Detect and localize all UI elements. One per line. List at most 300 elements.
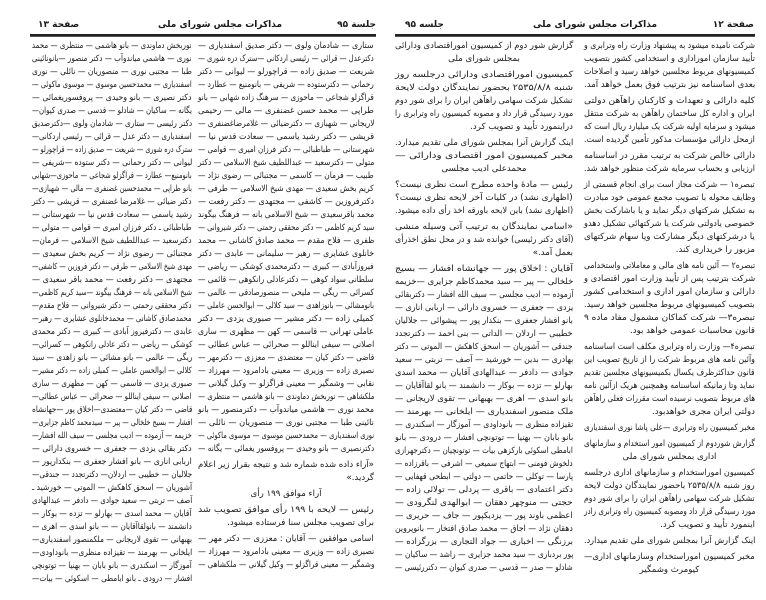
text-line-content: مجتبائی — رضوی نژاد — کریم بخش سعیدی — (31, 249, 192, 259)
text-line-content: ازمحل دارائی مؤسسات مذکور تأمین گردیده است. (584, 135, 755, 145)
text-line (584, 108, 755, 121)
text-line (32, 495, 192, 508)
text-line (32, 352, 192, 365)
text-line-content: بانو طراپی — محمدحسین غضنفری — مالی — شهبازی— (32, 184, 192, 194)
text-line-content: برای تصویب مجلس سنا فرستاده میشود. (227, 518, 374, 528)
text-line (198, 391, 374, 404)
text-line (32, 183, 192, 196)
text-line (198, 287, 374, 300)
text-line-content: جلالیان — خطیبی — اردلان— دکترتجدد — جندقی— (31, 470, 192, 480)
text-line (32, 170, 192, 183)
text-line (584, 66, 755, 79)
text-line (198, 66, 374, 79)
text-line (32, 261, 192, 274)
text-line-content: آقایان : اخلاق پور — جهانشاه افشار — بسیج (394, 264, 573, 274)
column-right (584, 40, 755, 577)
text-line-content: بانو بابان — بهنیا — توتونچی افشار — درودی — بانو (394, 433, 573, 443)
text-line (584, 519, 755, 532)
text-line-content: رئیس — لایحه با ۱۹۹ رأی موافق تصویب شد (198, 505, 374, 515)
text-line (584, 341, 755, 354)
text-line-content: لیوانی — دکتر رحمانی — دکتر ستوده —شریفی — (31, 158, 192, 168)
text-line-content: دارائی و سازمان امور اداری و استخدامی کشور (583, 287, 755, 297)
text-line (198, 92, 374, 105)
text-line (584, 134, 755, 147)
text-line-content: اینک گزارش آنرا بمجلس شورای ملی تقدیم میدارد. (583, 536, 755, 546)
text-line-content: نماید وتا زمانیکه اساسنامه وهمچنین هریک ازآئین نامه (584, 381, 755, 391)
text-line-content: تبصره۲ — آئین نامه های مالی و معاملاتی واستخدامی (583, 261, 755, 271)
text-line (32, 547, 192, 560)
text-line (198, 235, 374, 248)
text-line (198, 559, 374, 572)
text-line (32, 222, 192, 235)
text-line-content: آزموده — ادیب مجلسی — سیف الله افشار — دکتربقائی (394, 290, 573, 300)
text-line-content: طبا — مجتبی نوری — منصوریان — نائلی — نوری (32, 67, 192, 77)
text-line-content: خانلوی عشایری — رهبر — سلیمانی — عابدی — دکتر (198, 249, 374, 259)
text-line-content: قاضی — دکتر کیان —معتضدی—اخلاق پور —جهانشاه (31, 405, 192, 415)
text-line (584, 286, 755, 299)
text-line-content: گزارش شوردوم از کمیسیون امور استخدام و سازمانهای (584, 439, 755, 449)
text-line (584, 380, 755, 393)
text-line-content: خطیبی — اردلان — الداتی — بنی احمد — دکترتجدد (395, 329, 573, 339)
text-line (395, 536, 573, 549)
text-line (32, 287, 192, 300)
text-line-content: کمیسیون اموراقتصادی ودارائی درجلسه روز (394, 70, 573, 80)
text-line-content: تأیید سازمان اموراداری و استخدامی کشور بتصویب (583, 54, 755, 64)
text-line-content: گردید.» (346, 473, 374, 483)
text-line-content: آقایان — محمد اسدی — بهارلو — تزده — بوکار — (32, 509, 192, 519)
text-line (584, 422, 755, 435)
text-line (198, 443, 374, 456)
text-line (198, 79, 374, 92)
text-line (198, 352, 374, 365)
text-line (198, 365, 374, 378)
text-line (198, 157, 374, 170)
text-line-content: افشار — درودی ـ بانو ابامطی — اسکوئی — بیات— (31, 574, 192, 584)
text-line-content: دانشمند — بانولقاآقایان — — بانو اسدی — اهری — (32, 522, 192, 532)
text-line (198, 248, 374, 261)
text-line (32, 482, 192, 495)
text-line-content: عاملی تهرانی — قاسمی — کهن — مظهری — ساری (198, 327, 374, 337)
text-line-content: ریگی — عالمی — بانو مشائی — بانو زاهدی — سید (31, 353, 192, 363)
text-line (32, 365, 192, 378)
text-line-content: محمد باقرسعیدی — شیخ الاسلامی بانه — فرهنگ بیگوند (197, 210, 374, 220)
text-line (584, 40, 755, 53)
text-line (198, 488, 374, 501)
text-line (32, 443, 192, 456)
text-line (198, 504, 374, 517)
text-line (395, 510, 573, 523)
text-line (584, 218, 755, 231)
column-left (32, 40, 192, 586)
text-line (32, 144, 192, 157)
text-line-content: دکترعدل — قرائی — رئیسی اردکانی —سترک دره شوری — (198, 54, 374, 64)
text-line-content: خلخالی — پیر — سید محمدکاظم جزایری —خزیمه (394, 277, 573, 287)
text-line-content: نائینی طبا — مجتبی نوری — منصوریان — نائلی — (198, 418, 374, 428)
text-line-content: اینک گزارش آنرا بمجلس شورای ملی تقدیم میدارد. (394, 138, 573, 148)
text-line (584, 451, 755, 464)
text-line (395, 328, 573, 341)
text-line (395, 137, 573, 150)
text-line-content: تقیزاده منظری — بانوداودی — آموزگار — اسکندری — (394, 420, 573, 430)
page-number: صفحة ۱۲ (712, 20, 754, 30)
text-line (32, 209, 192, 222)
text-line-content: عابدی — دکترفیروز آبادی — کبیری — دکتر محمدی (31, 327, 192, 337)
text-line-content: اسامی موافقین — آقایان : معززی — دکتر مهر — (198, 534, 374, 544)
text-line-content: قراگزلو شجاعی — ماحوزی — سرهنگ زاده شهابی — بانو (198, 93, 374, 103)
text-line-content: مخبر کمیسیون اموراستخدام وسازمانهای اداری— (584, 552, 755, 562)
text-line (32, 235, 192, 248)
text-line (198, 326, 374, 339)
text-line-content: دارائی خالص شرکت به ترتیب مقرر در اساسنامه (583, 151, 755, 161)
text-line-content: بهادری — بدین — خورشید — آصف — تربتی — سعید (394, 355, 573, 365)
text-line-content: تبصره۳— شرکت کماکان مشمول مفاد ماده ۹ (584, 313, 755, 323)
text-line (32, 339, 192, 352)
text-line (198, 118, 374, 131)
text-line (584, 163, 755, 176)
text-line-content: کسرائی — ریگی — ملیحی — منصورصادقی — عالمی — (198, 288, 374, 298)
text-line (198, 533, 374, 546)
session-number: جلسة ۹۵ (337, 20, 376, 30)
text-line-content: سلطانی سواد کوهی — دکترعادلی رانکوهی — قائمی — (198, 275, 374, 285)
text-line-content: طبیب — فرمان — کاسمی — مجتبائی — رضوی نژاد — (198, 171, 374, 181)
text-line (32, 469, 192, 482)
text-line-content: حجتی — منوچهر دهقان — ابوالهدی لنگرودی — (395, 498, 573, 508)
text-line-content: محمدصادق کاشانی — محمدخانلوی عشایری — رهبر— (32, 314, 192, 324)
text-line (584, 79, 755, 92)
text-line-content: بهبهانی — تقوی لاریجانی — ملکمنصور اسفندیاری— (31, 535, 192, 545)
text-line (584, 564, 755, 577)
text-line-content: یزدی — جعفری — خسروی دارائی — اربابی اناری — (394, 303, 573, 313)
text-line (32, 131, 192, 144)
text-line (32, 456, 192, 469)
text-line (198, 40, 374, 53)
text-line (198, 417, 374, 430)
text-line (198, 183, 374, 196)
text-line (395, 497, 573, 510)
text-line (584, 53, 755, 66)
text-line-content: ایلخانی — بهرمند — تقیزاده منظری— بانوداودی— (31, 548, 192, 558)
text-line-content: بهارلو — تزده — بوکار — دانشمند — بانو لقاآقایان — (395, 381, 573, 391)
text-line-content: کلیه دارائی و تعهدات و کارکنان راهآهن دولتی (584, 96, 755, 106)
text-line (198, 222, 374, 235)
text-line-content: کریم بخش سعیدی — مهدی شیخ الاسلامی — طرفی — (198, 184, 374, 194)
text-line (32, 300, 192, 313)
text-line-content: ایران و اداره کل ساختمان راهآهن به شرکت منتقل (584, 109, 755, 119)
text-line-content: بانو افشار جعفری — بنکدار پور — پیشوائی — جلالیان (395, 316, 573, 326)
text-line-content: خزیمه — آزموده — ادیب مجلسی — سیف الله افشار— (32, 431, 192, 441)
text-line-content: کیومرث وشمگیر (639, 565, 700, 575)
text-line-content: اصلانی — سیفی ایناللو — صحرائی — عباس عطائی — (197, 340, 374, 350)
text-line (395, 205, 573, 218)
text-line-content: اداری بمجلس شورای ملی (622, 452, 717, 462)
text-line-content: اسفندیاری — محمدحسین موسوی — موسوی ماکوئی — (32, 80, 192, 90)
text-line-content: اربابی اناری — بانو افشار جعفری — بنکدارپور — (32, 457, 192, 467)
text-line (198, 313, 374, 326)
text-line (32, 157, 192, 170)
text-line (584, 205, 755, 218)
text-line-content: بتصویب کمیسیونهای مربوط مجلسین خواهد رسید. (584, 300, 755, 310)
text-line (395, 419, 573, 432)
text-line-content: نصیری زاده — وزیری — معینی بادامرود — مهرزاد — (197, 547, 374, 557)
text-line (32, 560, 192, 573)
text-line (395, 163, 573, 176)
text-line-content: بانومنیع— عطارد — قراگزلو شجاعی — ماحوزی—شهابی (32, 171, 192, 181)
text-line (395, 40, 573, 53)
text-line-content: دهقان نژاد — اجاق — محمد صادق افتخار — بانوپروین (395, 524, 573, 534)
text-line-content: سترک دره شوری — شریعت — صدیق زاده — قراچورلو — (31, 145, 192, 155)
text-line (32, 196, 192, 209)
text-line-content: طباطبائی ـ دکتر فرزان امیری — قوامی — متولی — (32, 223, 192, 233)
text-line (584, 393, 755, 406)
text-line (395, 341, 573, 354)
text-line-content: شهرستانی — طباطبائی — دکتر فرزان امیری — قوامی — (197, 145, 374, 155)
text-line (32, 430, 192, 443)
text-line (395, 247, 573, 260)
text-line-content: شریعت — صدیق زاده — قراچورلو — لیوانی — دکتر (197, 67, 374, 77)
text-line (395, 53, 573, 66)
text-line-content: لاریجانی — شهبازی — دکترضیائی — غلامرضاغضنفری — (197, 119, 374, 129)
text-line-content: تبصره۴— وزارت راه وترابری مکلف است اساسنامه (584, 342, 755, 352)
text-line (198, 170, 374, 183)
column-left (395, 40, 573, 575)
text-line (395, 82, 573, 95)
text-line (198, 261, 374, 274)
text-line (32, 521, 192, 534)
text-line (584, 231, 755, 244)
text-line-content: شادلو — صدر — قدسی — صدری کیوان — دکتررئیسی — (395, 563, 573, 573)
text-line-content: (اظهاری نشد) در کلیات آخر لایحه نظری نیست؟ (395, 193, 573, 203)
text-line-content: وشمگیر — معینی قراگزلو — وکیل گیلانی — ملکشاهی — (197, 560, 374, 570)
text-line (584, 467, 755, 480)
text-line (198, 459, 374, 472)
text-line (395, 445, 573, 458)
text-line (584, 121, 755, 134)
text-line-content: مهدی شیخ الاسلامی — طرفی — دکتر فروزین — کاشفی— (31, 262, 192, 272)
text-line (198, 430, 374, 443)
text-line-content: «اسامی نمایندگان به ترتیب آتی وسیله منشی (394, 222, 573, 232)
text-line (584, 325, 755, 338)
text-line (584, 299, 755, 312)
text-line-content: بانومشائی — بانوزاهدی — سید کلالی — ابوالحسن عاملی — (197, 301, 374, 311)
text-line (584, 150, 755, 163)
text-line (395, 432, 573, 445)
text-line-content: رئیس — مادهٔ واحده مطرح است نظری نیست؟ (395, 180, 573, 190)
text-line (198, 131, 374, 144)
text-line-content: ابامطی اسکوئی بارکزهی بیات — توتونچیان — دکترجهرازی (395, 446, 573, 456)
text-line-content: دلخوش فومنی — ابتهاج سمیعی — اشرفی — باقرزاده — (395, 459, 573, 469)
text-line (395, 315, 573, 328)
text-line-content: (اظهاری نشد) باین لایحه باورقه اخذ رأی داده میشود. (394, 206, 573, 216)
text-line (584, 493, 755, 506)
text-line (198, 517, 374, 530)
text-line (198, 144, 374, 157)
page-title: مذاکرات مجلس شورای ملی (533, 20, 658, 30)
text-line-content: آموزگار — اسکندری — بانو بابان — بهنیا — توتونچی (32, 561, 192, 571)
text-line (198, 196, 374, 209)
text-line-content: بعدی اساسنامه نیز بترتیب فوق بعمل خواهد آمد. (583, 80, 755, 90)
text-line-content: نوری — هاشمی میاندوآب — دکتر منصور —بانونائینی (32, 54, 192, 64)
text-line (32, 118, 192, 131)
text-line-content: تشکیل شرکت سهامی راهآهن ایران را برای شور دوم (395, 96, 573, 106)
text-line (584, 438, 755, 451)
text-line-content: ملک منصور اسفندیاری — ایلخانی — بهرمند — (394, 407, 573, 417)
text-line-content: رحمانی — دکترستوده — شریفی — بانومنیع — عطارد — (198, 80, 374, 90)
text-line-content: ملکشاهی — نوربخش دماوندی — بانو هاشمی — منتظری — (197, 392, 374, 402)
text-line-content: دکتر رئیسی — ستاری — شادمان ولوی —دکترصدیق (31, 119, 192, 129)
text-line (32, 92, 192, 105)
text-line-content: ظفری — فلاح مقدم — محمد صادق کاشانی — محمد (197, 236, 374, 246)
page-header (383, 20, 766, 33)
text-line (32, 378, 192, 391)
page-header (8, 20, 380, 33)
text-line (395, 234, 573, 247)
text-line-content: دکتر محققی رحمتی — دکتر شیروانی — فلاح مقدم— (32, 301, 192, 311)
text-line (395, 302, 573, 315)
text-line (32, 326, 192, 339)
text-line-content: دراینمورد تأیید و تصویب کرد. (470, 122, 573, 132)
text-line-content: دکترفروزین — کاشفی — مجتهدی — دکتر رفعت — (197, 197, 374, 207)
text-line (32, 105, 192, 118)
text-line-content: میشود و سرمایه اولیه شرکت یک میلیارد ریال است که (583, 122, 755, 132)
text-line (584, 312, 755, 325)
text-line (32, 40, 192, 53)
text-line-content: یگانه — ساکیان — شادلو — قدسی — صدری کیوان— (32, 106, 192, 116)
session-number: جلسه ۹۵ (405, 20, 444, 30)
text-line-content: وآئین نامه های مربوط شرکت را از تاریخ تصویب این (584, 355, 755, 365)
text-line-content: قانون محاسبات عمومی خواهد بود. (630, 326, 755, 336)
text-line-content: پارسا — توکلی — حاتمی — دولتی — ابطحی قهفایی — (394, 472, 573, 482)
text-line-content: اینمورد تأیید و تصویب کرد. (660, 520, 755, 530)
text-line (584, 260, 755, 273)
text-line (32, 417, 192, 430)
text-line (395, 150, 573, 163)
text-line-content: فیروزآبادی — کبیری — دکترمحمدی کوشکی — ریاضی — (198, 262, 374, 272)
header-rule (30, 34, 376, 37)
text-line (395, 484, 573, 497)
text-line-content: اسفندیاری — دکتر عدل — قرائی — رئیسی اردکانی— (32, 132, 192, 142)
text-line-content: شرکت نامیده میشود به پیشنهاد وزارت راه وترابری و (584, 41, 755, 51)
text-line-content: آشوریان — اسحق کاهکش — الموتی — خورشید ـ (31, 483, 192, 493)
text-line-content: دکترسعید — عبداللطیف شیخ الاسلامی — فرمان— (32, 236, 192, 246)
text-line (584, 95, 755, 108)
text-line (32, 313, 192, 326)
text-line-content: افشار — بسیج خلخالی — پیر — سیدمحمد کاظم جزایری— (31, 418, 192, 428)
text-line-content: بعمل آمد.» (532, 248, 573, 258)
text-line (584, 244, 755, 257)
text-line-content: وظایف محوله با تصویب مجمع عمومی خود مبادرت (583, 193, 755, 203)
page-title: مذاکرات مجلس شورای ملی (158, 20, 283, 30)
text-line-content: آراء موافق ۱۹۹ رأی (250, 489, 322, 499)
text-line (395, 562, 573, 575)
text-line-content: کمیسیون اموراستخدام و سازمانهای اداری درجلسه (584, 468, 755, 478)
text-line-content: کمیلی زاده — دکتر مشیر — صبوری یزدی — دکتر (198, 314, 374, 324)
text-line (584, 480, 755, 493)
text-line (198, 472, 374, 485)
text-line (32, 248, 192, 261)
text-line (584, 354, 755, 367)
text-line-content: مزبور را خریداری کند. (675, 245, 755, 255)
text-line-content: نصیری زاده — وزیری — معینی بادامرود — مهرزاد — (197, 366, 374, 376)
text-line (395, 406, 573, 419)
text-line (395, 221, 573, 234)
text-line-content: برزنگی — اخباری — جواد التجاری — بزرگزاده — (394, 537, 573, 547)
text-line-content: شنبه ۲۵۳۵/۸/۸ بحضور نمایندگان دولت لایحة (394, 83, 573, 93)
text-line-content: اعظمی باوند پور — یزدیکپور — جاف — حریری — (395, 511, 573, 521)
text-line (32, 534, 192, 547)
text-line-content: دکتر ضیائی — غلامرضا غضنفری — قریشی — دکتر (32, 197, 192, 207)
text-line (32, 66, 192, 79)
text-line (395, 471, 573, 484)
text-line-content: جندقی — آشوریان — اسحق کاهکش — الموتی — دکتر (395, 342, 573, 352)
text-line-content: ارزیابی و بحساب سرمایه شرکت منظور خواهد شد. (584, 164, 755, 174)
text-line-content: دکتر نصیری — بانو وحیدی — پروفسوریغمائی — (32, 93, 192, 103)
text-line-content: دکترنصیری — بانو وحیدی — پروفسور یغمائی — یگانه — (197, 444, 374, 454)
text-line (198, 546, 374, 559)
text-line-content: نوری اسفندیاری — محمدحسین موسوی — موسوی ماکوئی — (197, 431, 374, 441)
text-line (395, 121, 573, 134)
text-line-content: بانو اسدی — اهری — بهبهانی — تقوی لاریجانی — (394, 394, 573, 404)
text-line (198, 378, 374, 391)
text-line (584, 192, 755, 205)
text-line-content: مورد رسیدگی قرار داد ومصوبه کمیسیون راه وترابری رادر (583, 507, 755, 517)
text-line-content: قریشی — دکتر رشید یاسمی — سعادت قدس نیا — (197, 132, 374, 142)
text-line-content: به تشکیل شرکتهای دیگر نماید و یا باشارکت بخش (584, 206, 755, 216)
text-line (584, 535, 755, 548)
text-line (395, 380, 573, 393)
text-line-content: سید کریم کاظمی — دکتر محققی رحمتی — دکتر شیروانی — (197, 223, 374, 233)
text-line-content: مخبر کمیسیون امور اقتصادی ودارائی — (394, 151, 573, 161)
text-line (32, 79, 192, 92)
text-line (584, 406, 755, 419)
text-line-content: متولی — دکترسعید — عبداللطیف شیخ الاسلامی — دکتر (197, 158, 374, 168)
text-line-content: گزارش شور دوم از کمیسیون اموراقتصادی ودارائی (394, 41, 573, 51)
text-line (32, 573, 192, 586)
text-line (198, 209, 374, 222)
text-line (395, 263, 573, 276)
text-line-content: (آقای دکتر رئیسی) خوانده شد و در محل نطق اخذرأی (394, 235, 573, 245)
text-line-content: بمجلس شورای ملی (448, 54, 520, 64)
text-line-content: محمدعلی ادیب مجلسی (441, 164, 527, 174)
text-line (395, 393, 573, 406)
text-line (198, 300, 374, 313)
text-line-content: یا درشرکتهای دیگر مشارکت ویا سهام شرکتهای (584, 232, 755, 242)
text-line (395, 276, 573, 289)
text-line (198, 105, 374, 118)
text-line-content: قاضی — دکتر کیان — معتضدی — معززی — دکترمهر — (197, 353, 374, 363)
column-right (198, 40, 374, 572)
text-line-content: کوشکی — ریاضی — دکتر عادلی رانکوهی — کسرائی— (31, 340, 192, 350)
text-line (395, 95, 573, 108)
text-line-content: محمد نوری — هاشمی میاندوآب — دکترمنصور — بانو (197, 405, 374, 415)
text-line (395, 192, 573, 205)
text-line-content: آصف — تربتی — سعید جوادی — دادفر — عبدالهادی (31, 496, 192, 506)
text-line (395, 549, 573, 562)
text-line-content: رشید یاسمی — سعادت قدس نیا — شهرستانی — (32, 210, 192, 220)
page-number: صفحة ۱۳ (38, 20, 80, 30)
text-line-content: مخبر کمیسیون راه وترابری —علی پاشا نوری اسفندیاری (583, 423, 755, 433)
text-line-content: پور بردباری — سید محمد جزایری — راشد — ساکیان — (394, 550, 573, 560)
text-line (198, 274, 374, 287)
text-line-content: صبوری یزدی — قاسمی — کهن — مظهری — ساری (31, 379, 192, 389)
text-line (198, 53, 374, 66)
text-line (395, 69, 573, 82)
text-line-content: نوربخش دماوندی — بانو هاشمی — منتظری — محمد (32, 41, 192, 51)
text-line (32, 391, 192, 404)
text-line-content: «آراء داده شده شماره شد و نتیجه بقرار زیر اعلام (198, 460, 374, 470)
text-line (32, 508, 192, 521)
text-line-content: خصوصی یادولتی شرکت یا شرکتهائی تشکیل دهدو (584, 219, 755, 229)
text-line-content: کمیسیونهای مربوط مجلسین خواهد رسید و اصلاحات (584, 67, 755, 77)
